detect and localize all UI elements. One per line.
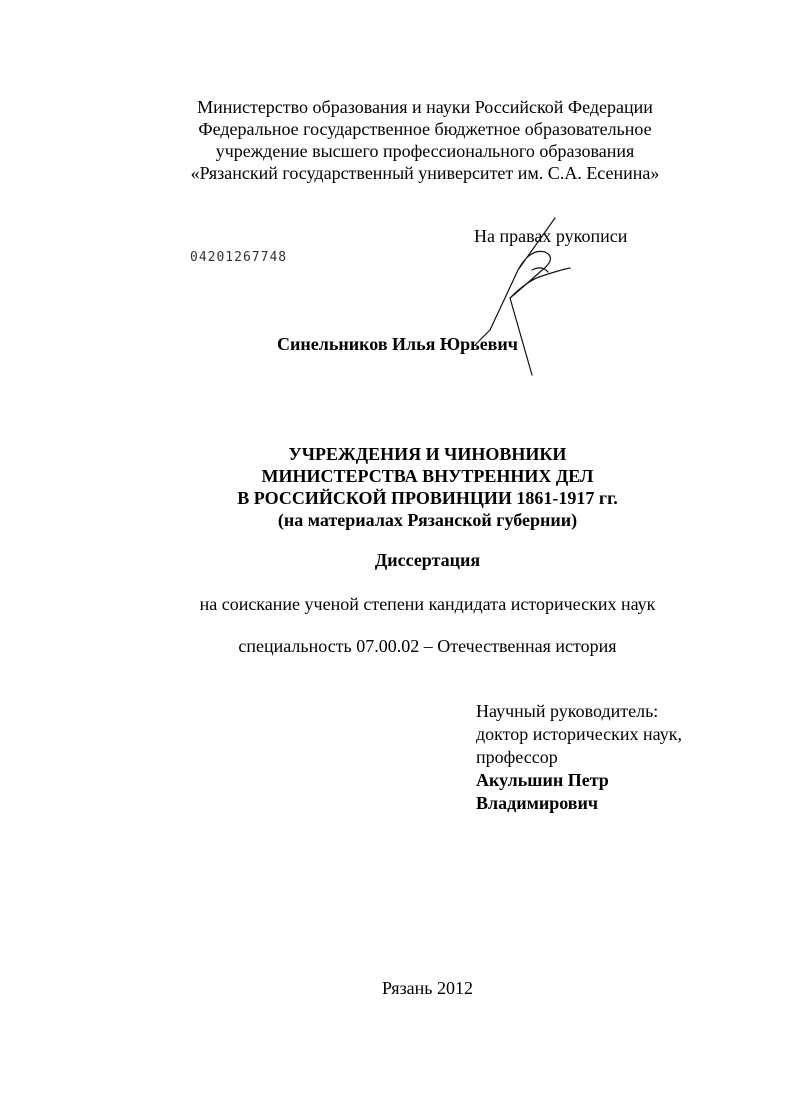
archive-stamp-number: 04201267748 bbox=[190, 250, 288, 265]
degree-statement: на соискание ученой степени кандидата исторических наук bbox=[199, 594, 656, 614]
advisor-degree: доктор исторических наук, bbox=[476, 724, 682, 744]
signature-icon bbox=[470, 210, 580, 380]
document-type: Диссертация bbox=[374, 550, 481, 570]
specialty-statement: специальность 07.00.02 – Отечественная история bbox=[238, 636, 617, 656]
title-line-4: (на материалах Рязанской губернии) bbox=[277, 510, 578, 530]
advisor-rank: профессор bbox=[476, 747, 558, 767]
header-line-ministry: Министерство образования и науки Российской Федерации bbox=[197, 97, 653, 117]
advisor-role: Научный руководитель: bbox=[476, 701, 659, 721]
advisor-name-line-1: Акульшин Петр bbox=[476, 770, 609, 790]
dissertation-title bbox=[0, 443, 795, 531]
city-year: Рязань 2012 bbox=[381, 978, 474, 998]
header-line-university: «Рязанский государственный университет им. С.А. Есенина» bbox=[190, 163, 660, 183]
institution-header bbox=[120, 96, 730, 184]
title-line-2: МИНИСТЕРСТВА ВНУТРЕННИХ ДЕЛ bbox=[261, 466, 594, 486]
title-line-3: В РОССИЙСКОЙ ПРОВИНЦИИ 1861-1917 гг. bbox=[237, 488, 618, 508]
header-line-institution-type: учреждение высшего профессионального образования bbox=[215, 141, 635, 161]
advisor-name-line-2: Владимирович bbox=[476, 793, 599, 813]
author-name: Синельников Илья Юрьевич bbox=[277, 334, 518, 354]
title-line-1: УЧРЕЖДЕНИЯ И ЧИНОВНИКИ bbox=[288, 444, 567, 464]
header-line-federal: Федеральное государственное бюджетное образовательное bbox=[198, 119, 652, 139]
scientific-advisor bbox=[476, 700, 682, 815]
manuscript-rights-note: На правах рукописи bbox=[474, 226, 628, 246]
